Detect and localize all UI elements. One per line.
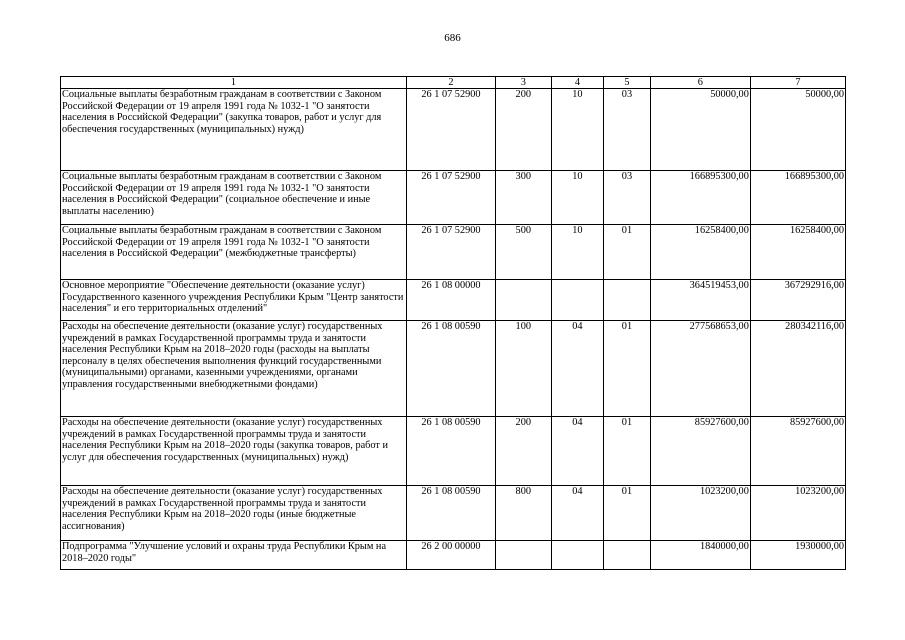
header-col-5: 5 bbox=[604, 77, 651, 89]
row-amount-2020: 85927600,00 bbox=[750, 417, 845, 486]
header-col-2: 2 bbox=[406, 77, 495, 89]
row-amount-2019: 1840000,00 bbox=[650, 541, 750, 570]
row-subsection: 01 bbox=[604, 225, 651, 280]
row-description: Подпрограмма "Улучшение условий и охраны труда Республики Крым на 2018–2020 годы" bbox=[61, 541, 407, 570]
row-subsection: 03 bbox=[604, 89, 651, 171]
row-expense-type: 800 bbox=[495, 486, 551, 541]
row-target-code: 26 1 08 00590 bbox=[406, 486, 495, 541]
row-amount-2019: 16258400,00 bbox=[650, 225, 750, 280]
row-target-code: 26 2 00 00000 bbox=[406, 541, 495, 570]
row-target-code: 26 1 07 52900 bbox=[406, 225, 495, 280]
row-expense-type: 200 bbox=[495, 89, 551, 171]
row-description: Социальные выплаты безработным гражданам в соответствии с Законом Российской Федерации от 19 апреля 1991 года № 1032-1 "О занятости населения в Российской Федерации" (межбюджетные трансферты) bbox=[61, 225, 407, 280]
row-expense-type: 200 bbox=[495, 417, 551, 486]
header-col-4: 4 bbox=[551, 77, 604, 89]
row-expense-type bbox=[495, 541, 551, 570]
row-subsection: 01 bbox=[604, 486, 651, 541]
row-section: 10 bbox=[551, 89, 604, 171]
row-amount-2019: 1023200,00 bbox=[650, 486, 750, 541]
budget-table bbox=[60, 76, 846, 570]
row-subsection: 01 bbox=[604, 417, 651, 486]
row-subsection bbox=[604, 541, 651, 570]
row-target-code: 26 1 08 00000 bbox=[406, 280, 495, 321]
table-row bbox=[61, 171, 846, 225]
table-row bbox=[61, 89, 846, 171]
row-description: Расходы на обеспечение деятельности (оказание услуг) государственных учреждений в рамках Государственной программы труда и занятости населения Республики Крым на 2018–2020 годы (иные бюджетные ассигнования) bbox=[61, 486, 407, 541]
table-row bbox=[61, 280, 846, 321]
row-subsection: 01 bbox=[604, 321, 651, 417]
row-amount-2019: 277568653,00 bbox=[650, 321, 750, 417]
row-amount-2019: 50000,00 bbox=[650, 89, 750, 171]
row-target-code: 26 1 07 52900 bbox=[406, 171, 495, 225]
row-target-code: 26 1 08 00590 bbox=[406, 417, 495, 486]
row-amount-2020: 1930000,00 bbox=[750, 541, 845, 570]
table-row bbox=[61, 541, 846, 570]
row-amount-2020: 50000,00 bbox=[750, 89, 845, 171]
table-row bbox=[61, 417, 846, 486]
row-description: Основное мероприятие "Обеспечение деятельности (оказание услуг) Государственного казенного учреждения Республики Крым "Центр занятости населения" и его территориальных отделений" bbox=[61, 280, 407, 321]
row-section: 04 bbox=[551, 486, 604, 541]
table-header-row bbox=[61, 77, 846, 89]
row-subsection bbox=[604, 280, 651, 321]
row-section: 04 bbox=[551, 321, 604, 417]
row-expense-type bbox=[495, 280, 551, 321]
row-amount-2020: 367292916,00 bbox=[750, 280, 845, 321]
header-col-6: 6 bbox=[650, 77, 750, 89]
row-description: Расходы на обеспечение деятельности (оказание услуг) государственных учреждений в рамках Государственной программы труда и занятости населения Республики Крым на 2018–2020 годы (закупка товаров, работ и услуг для обеспечения государственных (муниципальных) нужд) bbox=[61, 417, 407, 486]
row-description: Социальные выплаты безработным гражданам в соответствии с Законом Российской Федерации от 19 апреля 1991 года № 1032-1 "О занятости населения в Российской Федерации" (социальное обеспечение и иные выплаты населению) bbox=[61, 171, 407, 225]
row-description: Социальные выплаты безработным гражданам в соответствии с Законом Российской Федерации от 19 апреля 1991 года № 1032-1 "О занятости населения в Российской Федерации" (закупка товаров, работ и услуг для обеспечения государственных (муниципальных) нужд) bbox=[61, 89, 407, 171]
table-row bbox=[61, 225, 846, 280]
row-expense-type: 100 bbox=[495, 321, 551, 417]
row-amount-2019: 364519453,00 bbox=[650, 280, 750, 321]
row-amount-2020: 1023200,00 bbox=[750, 486, 845, 541]
row-section bbox=[551, 541, 604, 570]
header-col-3: 3 bbox=[495, 77, 551, 89]
row-amount-2020: 16258400,00 bbox=[750, 225, 845, 280]
table-row bbox=[61, 486, 846, 541]
row-section bbox=[551, 280, 604, 321]
row-target-code: 26 1 08 00590 bbox=[406, 321, 495, 417]
row-section: 10 bbox=[551, 171, 604, 225]
row-amount-2019: 166895300,00 bbox=[650, 171, 750, 225]
row-target-code: 26 1 07 52900 bbox=[406, 89, 495, 171]
row-expense-type: 500 bbox=[495, 225, 551, 280]
page-number: 686 bbox=[444, 32, 461, 44]
header-col-7: 7 bbox=[750, 77, 845, 89]
row-subsection: 03 bbox=[604, 171, 651, 225]
header-col-1: 1 bbox=[61, 77, 407, 89]
row-section: 04 bbox=[551, 417, 604, 486]
row-section: 10 bbox=[551, 225, 604, 280]
row-description: Расходы на обеспечение деятельности (оказание услуг) государственных учреждений в рамках Государственной программы труда и занятости населения Республики Крым на 2018–2020 годы (расходы на выплаты персоналу в целях обеспечения выполнения функций государственными (муниципальными) органами, казенными учреждениями, органами управления государственными внебюджетными фондами) bbox=[61, 321, 407, 417]
row-amount-2020: 166895300,00 bbox=[750, 171, 845, 225]
table-row bbox=[61, 321, 846, 417]
row-amount-2019: 85927600,00 bbox=[650, 417, 750, 486]
row-amount-2020: 280342116,00 bbox=[750, 321, 845, 417]
row-expense-type: 300 bbox=[495, 171, 551, 225]
